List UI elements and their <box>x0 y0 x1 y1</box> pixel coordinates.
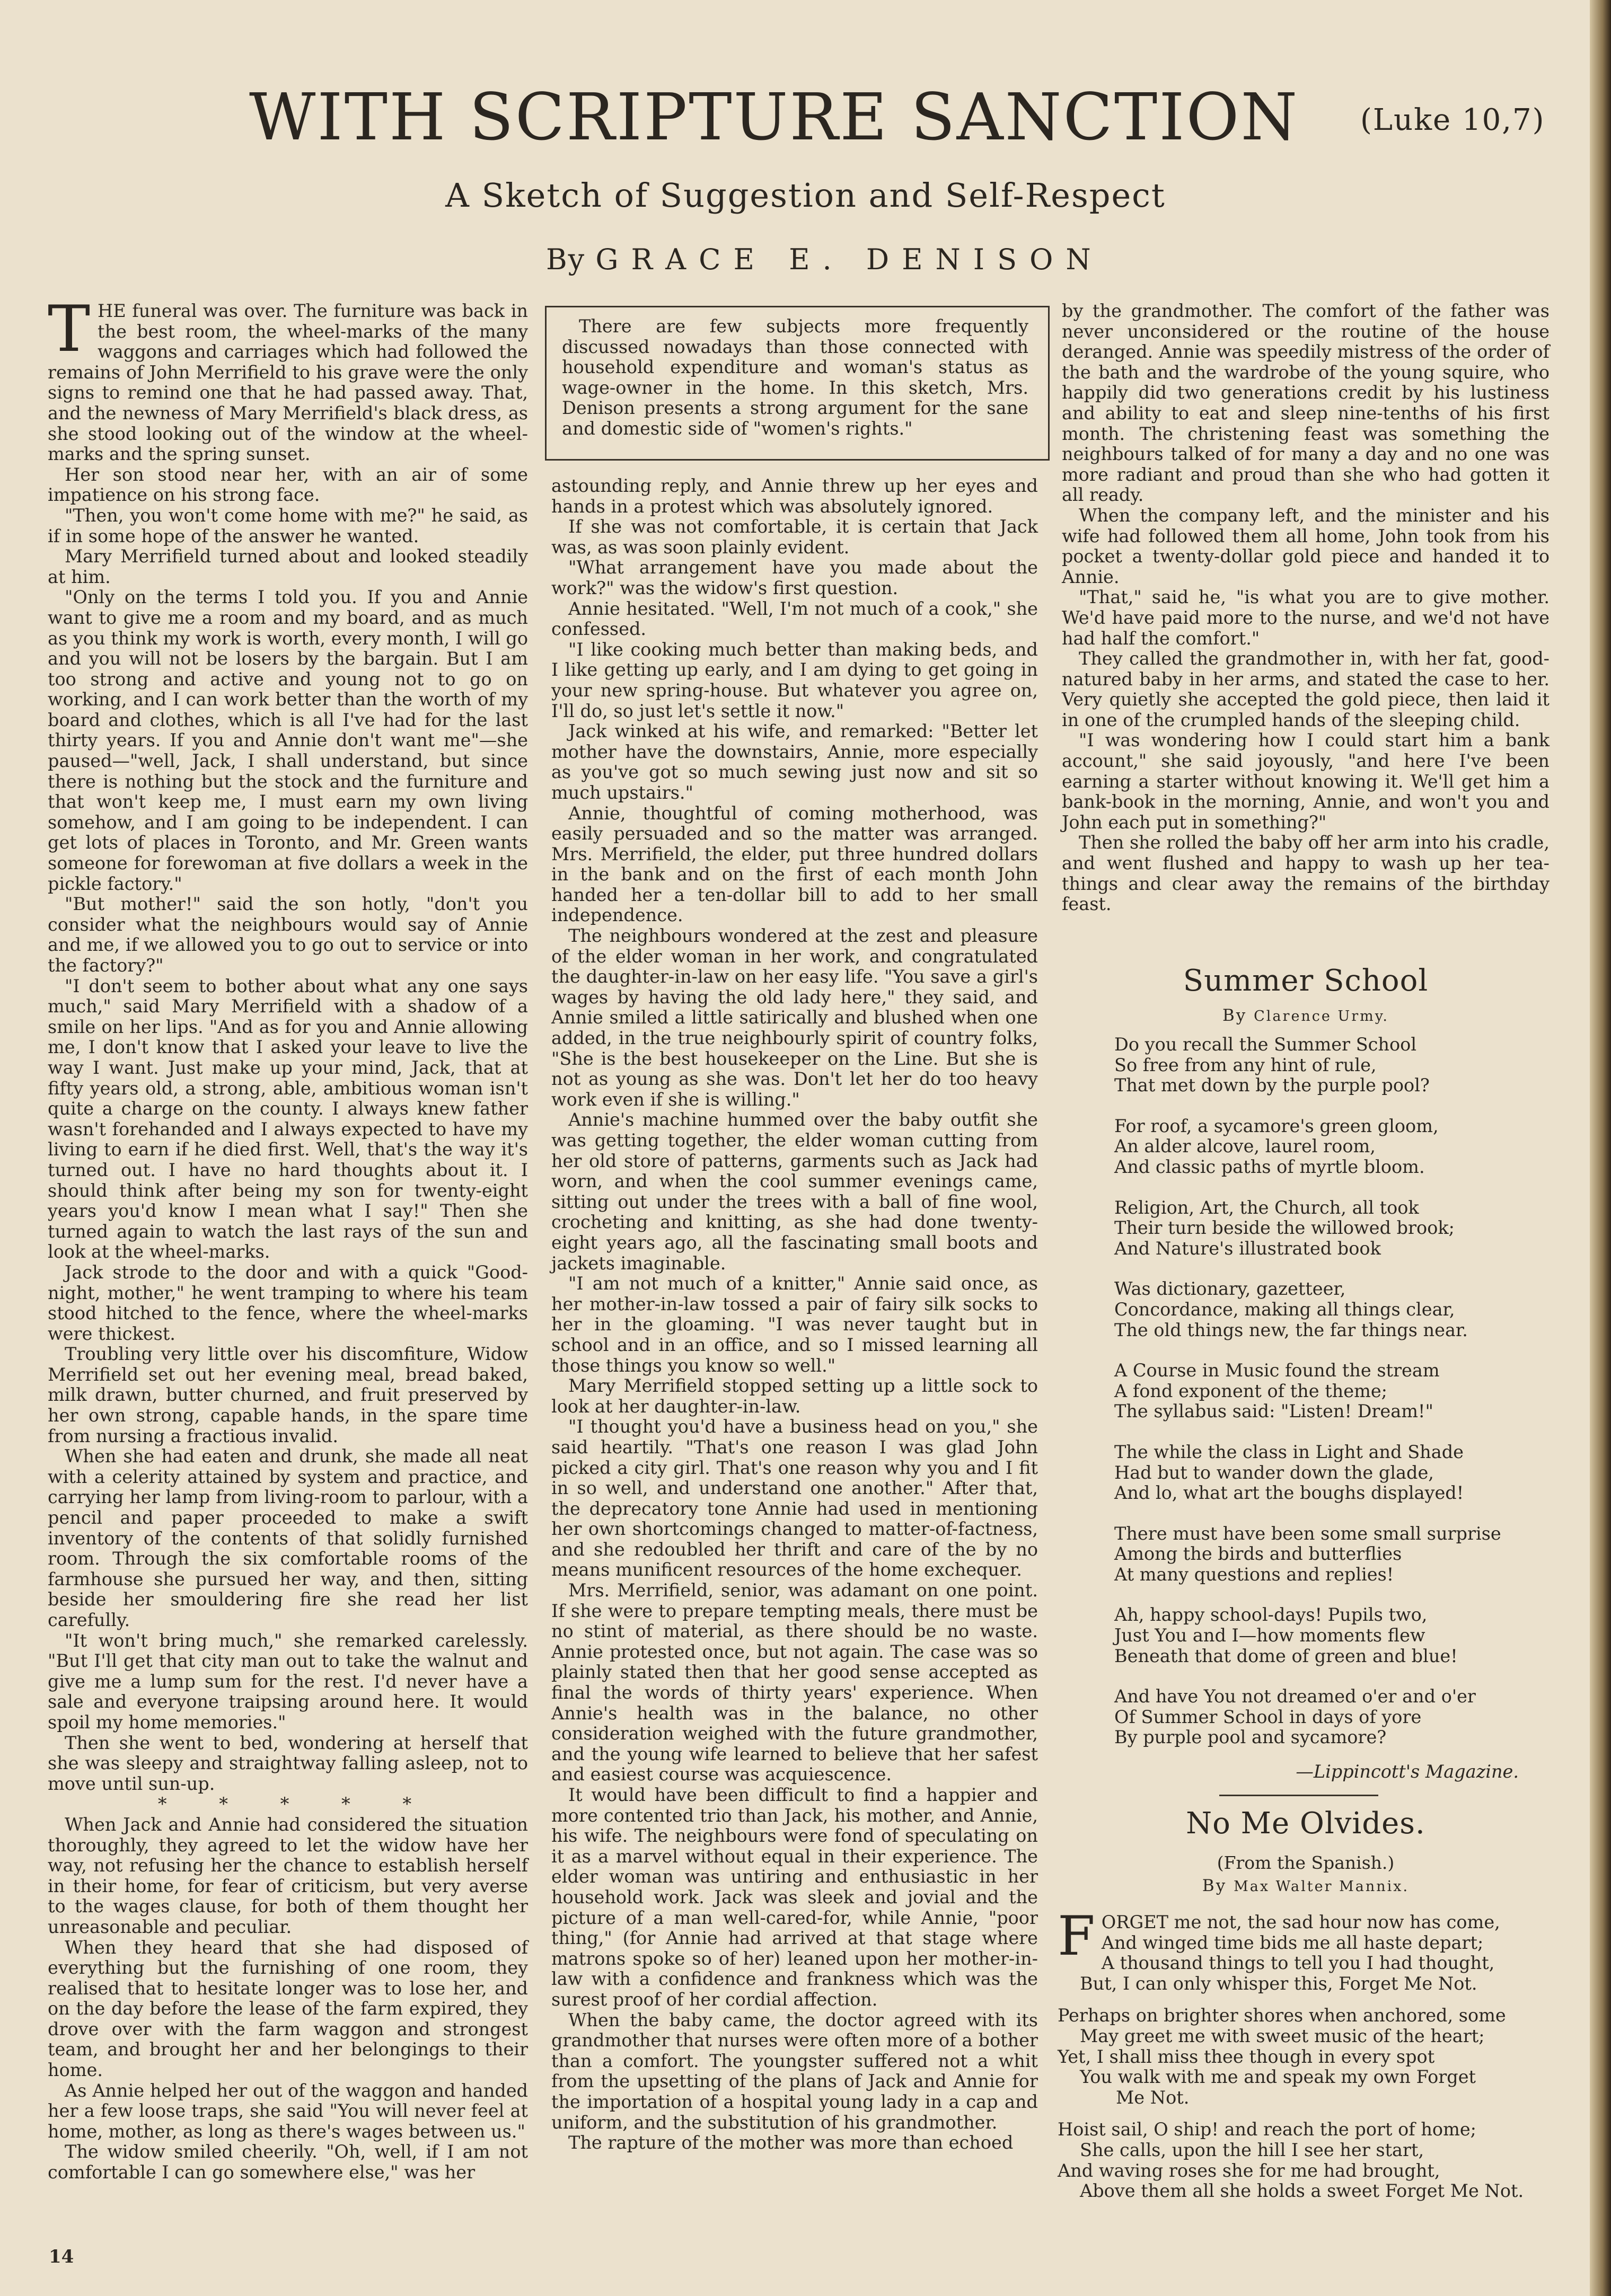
poem-line: A fond exponent of the theme; <box>1114 1380 1387 1401</box>
poem-line: By purple pool and sycamore? <box>1114 1727 1387 1748</box>
story-paragraph: When she had eaten and drunk, she made all neat with a celerity attained by system and practice, and carrying her lamp from living-room to parlour, with a pencil and paper proceeded to make a swift inventory of the contents of that solidly furnished room. Through the six comfortable rooms of the farmhouse she pursued her way, and then, sitting beside her smouldering fire she read her list carefully. <box>48 1446 528 1630</box>
story-paragraph: Then she rolled the baby off her arm into his cradle, and went flushed and happy to wash up her tea-things and clear away the remains of the birthday feast. <box>1062 832 1550 915</box>
poem-line: An alder alcove, laurel room, <box>1114 1136 1376 1157</box>
poem-line: Perhaps on brighter shores when anchored, some <box>1058 2005 1506 2026</box>
poem-line: Hoist sail, O ship! and reach the port of home; <box>1058 2119 1476 2140</box>
poem-title-no-me-olvides: No Me Olvides. <box>1186 1806 1425 1841</box>
story-paragraph: Annie, thoughtful of coming motherhood, was easily persuaded and so the matter was arranged. Mrs. Merrifield, the elder, put three hundred dollars in the bank and on the first of each month John handed her a ten-dollar bill to add to her small independence. <box>551 802 1038 926</box>
poem-line: At many questions and replies! <box>1114 1564 1394 1585</box>
story-paragraph: The neighbours wondered at the zest and pleasure of the elder woman in her work, and congratulated the daughter-in-law on her easy life. "You save a girl's wages by having the old lady here," they said, and Annie smiled a little satirically and blushed when one added, in the true neighbourly spirit of country folks, "She is the best housekeeper on the Line. But she is not as young as she was. Don't let her do too heavy work even if she is willing." <box>551 925 1038 1110</box>
page-number: 14 <box>49 2246 74 2267</box>
poem-line: Had but to wander down the glade, <box>1114 1462 1434 1483</box>
poem-no-me-olvides <box>1058 1905 1551 2202</box>
poem-stanza <box>1058 2006 1551 2108</box>
poem-stanza <box>1114 1116 1549 1178</box>
drop-cap: F <box>1058 1905 1095 1968</box>
poem-line: For roof, a sycamore's green gloom, <box>1114 1115 1439 1136</box>
poem-line: Was dictionary, gazetteer, <box>1114 1278 1346 1300</box>
poem-line: Just You and I—how moments flew <box>1114 1625 1425 1646</box>
story-paragraph: Annie hesitated. "Well, I'm not much of a cook," she confessed. <box>551 598 1038 640</box>
story-paragraph: Troubling very little over his discomfiture, Widow Merrifield set out her evening meal, bread baked, milk drawn, butter churned, and fruit preserved by her own strong, capable hands, in the spare time from nursing a fractious invalid. <box>48 1344 528 1446</box>
poem-line: So free from any hint of rule, <box>1114 1054 1377 1075</box>
poem-line: Their turn beside the willowed brook; <box>1114 1217 1455 1239</box>
title-row <box>249 80 1564 159</box>
story-paragraph: "Only on the terms I told you. If you and Annie want to give me a room and my board, and as much as you think my work is worth, every month, I will go and you will not be losers by the bargain. But I am too strong and active and young not to go on working, and I can work better than the worth of my board and clothes, which is all I've had for the last thirty years. If you and Annie don't want me"—she paused—"well, Jack, I shall understand, but since there is nothing but the stock and the furniture and that won't keep me, I must earn my own living somehow, and I am going to be independent. I can get lots of places in Toronto, and Mr. Green wants someone for forewoman at five dollars a week in the pickle factory." <box>48 587 528 894</box>
poem-stanza <box>1114 1686 1549 1748</box>
poem-line: Among the birds and butterflies <box>1114 1543 1402 1565</box>
poem-line: And classic paths of myrtle bloom. <box>1114 1156 1425 1177</box>
story-paragraph: Mary Merrifield turned about and looked steadily at him. <box>48 546 528 587</box>
drop-cap: T <box>48 293 91 366</box>
story-paragraph: THE funeral was over. The furniture was back in the best room, the wheel-marks of the many waggons and carriages which had followed the remains of John Merrifield to his grave were the only signs to remind one that he had passed away. That, and the newness of Mary Merrifield's black dress, as she stood looking out of the window at the wheel-marks and the spring sunset. <box>48 293 528 465</box>
story-paragraph: When the company left, and the minister and his wife had followed them all home, John took from his pocket a twenty-dollar gold piece and handed it to Annie. <box>1062 505 1550 587</box>
poem-line: A Course in Music found the stream <box>1114 1360 1440 1381</box>
poem-line: You walk with me and speak my own Forget <box>1080 2067 1476 2088</box>
poem-stanza <box>1114 1442 1549 1504</box>
poem-subtitle: (From the Spanish.) <box>1217 1852 1395 1873</box>
byline <box>546 243 1104 276</box>
poem-byline: By Max Walter Mannix. <box>1202 1876 1410 1895</box>
story-paragraph: "I don't seem to bother about what any one says much," said Mary Merrifield with a shadow of a smile on her lips. "And as for you and Annie allowing me, I don't know that I asked your leave to live the way I want. Just make up your mind, Jack, that at fifty years old, a strong, able, ambitious woman isn't quite a charge on the county. I always knew father wasn't forehanded and I always expected to have my living to earn if he died first. Well, that's the way it's turned out. I have no hard thoughts about it. I should think after being my son for twenty-eight years you'd know I mean what I say!" Then she turned again to watch the last rays of the sun and look at the wheel-marks. <box>48 975 528 1262</box>
story-paragraph: "But mother!" said the son hotly, "don't you consider what the neighbours would say of Annie and me, if we allowed you to go out to service or into the factory?" <box>48 894 528 976</box>
poem-line: And have You not dreamed o'er and o'er <box>1114 1686 1476 1707</box>
poem-line: The syllabus said: "Listen! Dream!" <box>1114 1401 1433 1422</box>
poem-line: Beneath that dome of green and blue! <box>1114 1645 1458 1666</box>
poem-line: Ah, happy school-days! Pupils two, <box>1114 1604 1428 1626</box>
title-reference: (Luke 10,7) <box>1360 103 1545 137</box>
story-paragraph: Mrs. Merrifield, senior, was adamant on one point. If she were to prepare tempting meals, there must be no stint of material, as there should be no waste. Annie protested once, but not again. The case was so plainly stated then that her good sense accepted as final the words of thirty years' experience. When Annie's health was in the balance, no other consideration weighed with the future grandmother, and the young wife learned to believe that her safest and easiest course was acquiescence. <box>551 1580 1038 1785</box>
poem-stanza <box>1114 1605 1549 1666</box>
poem-line: A thousand things to tell you I had thought, <box>1101 1953 1495 1974</box>
poem-line: May greet me with sweet music of the heart; <box>1080 2025 1485 2046</box>
poem-line: Religion, Art, the Church, all took <box>1114 1197 1419 1218</box>
poem-summer-school <box>1114 1035 1549 1748</box>
story-paragraph: "That," said he, "is what you are to give mother. We'd have paid more to the nurse, and we'd not have had half the comfort." <box>1062 587 1550 649</box>
byline-prefix: By <box>546 243 586 276</box>
story-paragraph: "I am not much of a knitter," Annie said once, as her mother-in-law tossed a pair of fairy silk socks to her in the gloaming. "I was never taught but in school and in an office, and so I missed learning all those things you know so well." <box>551 1273 1038 1376</box>
poem-line: Do you recall the Summer School <box>1114 1034 1417 1055</box>
poem-stanza <box>1114 1279 1549 1340</box>
poem-title-summer-school: Summer School <box>1183 964 1429 998</box>
story-paragraph: They called the grandmother in, with her fat, good-natured baby in her arms, and stated the case to her. Very quietly she accepted the gold piece, then laid it in one of the crumpled hands of the sleeping child. <box>1062 648 1550 730</box>
story-paragraph: Then she went to bed, wondering at herself that she was sleepy and straightway falling asleep, not to move until sun-up. <box>48 1732 528 1794</box>
poem-source: —Lippincott's Magazine. <box>1296 1761 1519 1782</box>
story-paragraph: When Jack and Annie had considered the situation thoroughly, they agreed to let the widow have her way, not refusing her the chance to establish herself in their home, for fear of criticism, but very averse to the wages clause, for both of them thought her unreasonable and peculiar. <box>48 1814 528 1937</box>
story-paragraph: Jack strode to the door and with a quick "Good-night, mother," he went tramping to where his team stood hitched to the fence, where the wheel-marks were thickest. <box>48 1261 528 1344</box>
story-paragraph: Mary Merrifield stopped setting up a little sock to look at her daughter-in-law. <box>551 1375 1038 1417</box>
poem-line: There must have been some small surprise <box>1114 1523 1501 1544</box>
poem-stanza <box>1058 2120 1551 2201</box>
poem-line: The while the class in Light and Shade <box>1114 1441 1464 1462</box>
story-column-3 <box>1062 301 1550 915</box>
subtitle: A Sketch of Suggestion and Self-Respect <box>445 176 1166 215</box>
story-paragraph: astounding reply, and Annie threw up her eyes and hands in a protest which was absolutely ignored. <box>551 475 1038 517</box>
story-paragraph: "I was wondering how I could start him a bank account," she said joyously, "and here I've been earning a starter without knowing it. We'll get him a bank-book in the morning, Annie, and won't you and John each put in something?" <box>1062 730 1550 833</box>
poem-line: Of Summer School in days of yore <box>1114 1706 1422 1727</box>
poem-line: And lo, what art the boughs displayed! <box>1114 1482 1464 1504</box>
author-name: GRACE E. DENISON <box>595 243 1104 276</box>
story-paragraph: When they heard that she had disposed of everything but the furnishing of one room, they realised that to hesitate longer was to lose her, and on the day before the lease of the farm expired, they drove over with the farm waggon and strongest team, and brought her and her belongings to their home. <box>48 1937 528 2081</box>
story-paragraph: The widow smiled cheerily. "Oh, well, if I am not comfortable I can go somewhere else," was her <box>48 2141 528 2183</box>
page-title: WITH SCRIPTURE SANCTION <box>249 80 1299 155</box>
story-paragraph: "I thought you'd have a business head on you," she said heartily. "That's one reason I was glad John picked a city girl. That's one reason why you and I fit in so well, and understand one another." After that, the deprecatory tone Annie had used in mentioning her own shortcomings changed to matter-of-factness, and she redoubled her thrift and care of the by no means munificent resources of the home exchequer. <box>551 1416 1038 1580</box>
divider-rule <box>1219 1795 1378 1796</box>
story-paragraph: "I like cooking much better than making beds, and I like getting up early, and I am dying to get going in your new spring-house. But whatever you agree on, I'll do, so just let's settle it now." <box>551 639 1038 721</box>
story-paragraph: "It won't bring much," she remarked carelessly. "But I'll get that city man out to take the walnut and give me a lump sum for the rest. I'd never have a sale and everyone traipsing around here. It would spoil my home memories." <box>48 1630 528 1733</box>
poem-line: Above them all she holds a sweet Forget Me Not. <box>1080 2180 1524 2202</box>
poem-line: ORGET me not, the sad hour now has come, <box>1101 1912 1500 1932</box>
story-paragraph: Jack winked at his wife, and remarked: "Better let mother have the downstairs, Annie, more especially as you've got so much sewing just now and sit so much upstairs." <box>551 721 1038 803</box>
story-paragraph: "What arrangement have you made about the work?" was the widow's first question. <box>551 557 1038 598</box>
poem-line: And winged time bids me all haste depart; <box>1101 1932 1484 1953</box>
poem-line: The old things new, the far things near. <box>1114 1319 1468 1340</box>
poem-line: And waving roses she for me had brought, <box>1058 2160 1440 2181</box>
poem-stanza <box>1114 1524 1549 1585</box>
poem-line: Me Not. <box>1116 2087 1190 2108</box>
poem-stanza <box>1058 1905 1551 1994</box>
story-paragraph: When the baby came, the doctor agreed with its grandmother that nurses were often more of a bother than a comfort. The youngster suffered not a whit from the upsetting of the plans of Jack and Annie for the importation of a hospital young lady in a cap and uniform, and the substitution of his grandmother. <box>551 2009 1038 2133</box>
story-paragraph: Annie's machine hummed over the baby outfit she was getting together, the elder woman cutting from her old store of patterns, garments such as Jack had worn, and when the cool summer evenings came, sitting out under the trees with a ball of fine wool, crocheting and knitting, as she had done twenty-eight years ago, all the fascinating small boots and jackets imaginable. <box>551 1109 1038 1274</box>
story-column-2 <box>551 476 1038 2153</box>
intro-text: There are few subjects more frequently discussed nowadays than those connected with household expenditure and woman's status as wage-owner in the home. In this sketch, Mrs. Denison presents a strong argument for the sane and domestic side of "women's rights." <box>562 316 1028 439</box>
poem-line: And Nature's illustrated book <box>1114 1238 1381 1259</box>
poem-byline: By Clarence Urmy. <box>1222 1006 1389 1025</box>
story-paragraph: The rapture of the mother was more than echoed <box>568 2132 1014 2153</box>
story-paragraph: "Then, you won't come home with me?" he said, as if in some hope of the answer he wanted. <box>48 505 528 546</box>
poem-stanza <box>1114 1198 1549 1259</box>
story-paragraph: by the grandmother. The comfort of the father was never unconsidered or the routine of the house deranged. Annie was speedily mistress of the order of the bath and the wardrobe of the young squire, who happily did two generations credit by his lustiness and ability to eat and sleep nine-tenths of his first month. The christening feast was something the neighbours talked of for many a day and no one was more radiant and proud than she who had gotten it all ready. <box>1062 301 1550 506</box>
story-paragraph: If she was not comfortable, it is certain that Jack was, as was soon plainly evident. <box>551 516 1038 558</box>
story-paragraph: It would have been difficult to find a happier and more contented trio than Jack, his mother, and Annie, his wife. The neighbours were fond of speculating on it as a marvel without equal in their experience. The elder woman was untiring and enthusiastic in her household work. Jack was sleek and jovial and the picture of a man well-cared-for, while Annie, "poor thing," (for Annie had arrived at that stage where matrons spoke so of her) leaned upon her mother-in-law with a confidence and frankness which was the surest proof of her cordial affection. <box>551 1785 1038 2010</box>
page-edge-shadow <box>1590 0 1611 2296</box>
poem-line: She calls, upon the hill I see her start, <box>1080 2139 1424 2160</box>
poem-line: That met down by the purple pool? <box>1114 1075 1430 1096</box>
poem-line: But, I can only whisper this, Forget Me Not. <box>1080 1973 1477 1994</box>
poem-line: Yet, I shall miss thee though in every spot <box>1058 2046 1435 2067</box>
poem-stanza <box>1114 1035 1549 1096</box>
story-column-1 <box>48 293 528 2183</box>
poem-line: Concordance, making all things clear, <box>1114 1299 1455 1320</box>
section-separator: * * * * * <box>157 1794 435 1815</box>
poem-stanza <box>1114 1361 1549 1422</box>
story-paragraph: Her son stood near her, with an air of some impatience on his strong face. <box>48 464 528 506</box>
story-paragraph: As Annie helped her out of the waggon and handed her a few loose traps, she said "You will never feel at home, mother, as long as there's wages between us." <box>48 2080 528 2142</box>
